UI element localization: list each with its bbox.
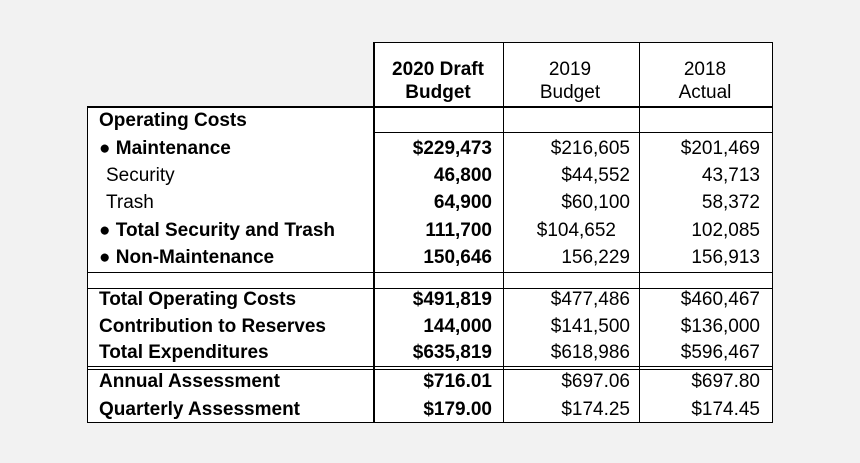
row-divider: [87, 369, 773, 370]
cell-2020: $229,473: [412, 138, 492, 159]
row-label-annual-assessment: Annual Assessment: [99, 371, 280, 392]
row-label-total-operating-costs: Total Operating Costs: [99, 289, 297, 310]
row-label-trash: Trash: [106, 192, 154, 213]
cell-2019: 156,229: [561, 247, 630, 268]
cell-2018: 43,713: [701, 165, 760, 186]
row-divider: [87, 366, 773, 367]
cell-2019: $60,100: [561, 192, 630, 213]
cell-2020: $635,819: [412, 342, 492, 363]
cell-2019: $216,605: [550, 138, 630, 159]
cell-2019: $44,552: [561, 165, 630, 186]
row-label-maintenance: ● Maintenance: [99, 138, 231, 159]
header-line: 2019: [548, 59, 592, 80]
header-2020-budget: [373, 58, 503, 104]
cell-2020: $491,819: [412, 289, 492, 310]
cell-2019: $174.25: [561, 399, 630, 420]
cell-2018: 102,085: [691, 220, 760, 241]
row-divider: [87, 272, 773, 273]
row-label-operating-costs: Operating Costs: [99, 110, 247, 131]
cell-2020: 150,646: [423, 247, 492, 268]
cell-2018: $201,469: [680, 138, 760, 159]
cell-2018: $697.80: [691, 371, 760, 392]
row-divider: [87, 106, 773, 108]
cell-2018: 156,913: [691, 247, 760, 268]
cell-2019: $477,486: [550, 289, 630, 310]
header-2018-actual: [640, 58, 770, 104]
cell-2020: $716.01: [423, 371, 492, 392]
row-label-total-security-trash: ● Total Security and Trash: [99, 220, 336, 241]
row-label-contribution-reserves: Contribution to Reserves: [99, 316, 326, 337]
cell-2020: 111,700: [425, 220, 492, 241]
cell-2019: $104,652: [536, 220, 616, 241]
header-2019-budget: [505, 58, 635, 104]
cell-2019: $141,500: [550, 316, 630, 337]
row-label-security: Security: [106, 165, 175, 186]
header-line: Budget: [405, 82, 471, 103]
header-line: 2018: [683, 59, 727, 80]
header-line: Budget: [539, 82, 601, 103]
cell-2018: $136,000: [680, 316, 760, 337]
cell-2018: 58,372: [701, 192, 760, 213]
cell-2019: $697.06: [561, 371, 630, 392]
cell-2020: $179.00: [423, 399, 492, 420]
row-label-quarterly-assessment: Quarterly Assessment: [99, 399, 301, 420]
cell-2020: 144,000: [423, 316, 492, 337]
cell-2018: $460,467: [680, 289, 760, 310]
cell-2018: $596,467: [680, 342, 760, 363]
row-label-non-maintenance: ● Non-Maintenance: [99, 247, 275, 268]
row-divider: [373, 132, 773, 133]
cell-2020: 64,900: [433, 192, 492, 213]
header-line: 2020 Draft: [392, 59, 484, 80]
row-label-total-expenditures: Total Expenditures: [99, 342, 269, 363]
cell-2019: $618,986: [550, 342, 630, 363]
cell-2018: $174.45: [691, 399, 760, 420]
cell-2020: 46,800: [433, 165, 492, 186]
header-line: Actual: [678, 82, 732, 103]
